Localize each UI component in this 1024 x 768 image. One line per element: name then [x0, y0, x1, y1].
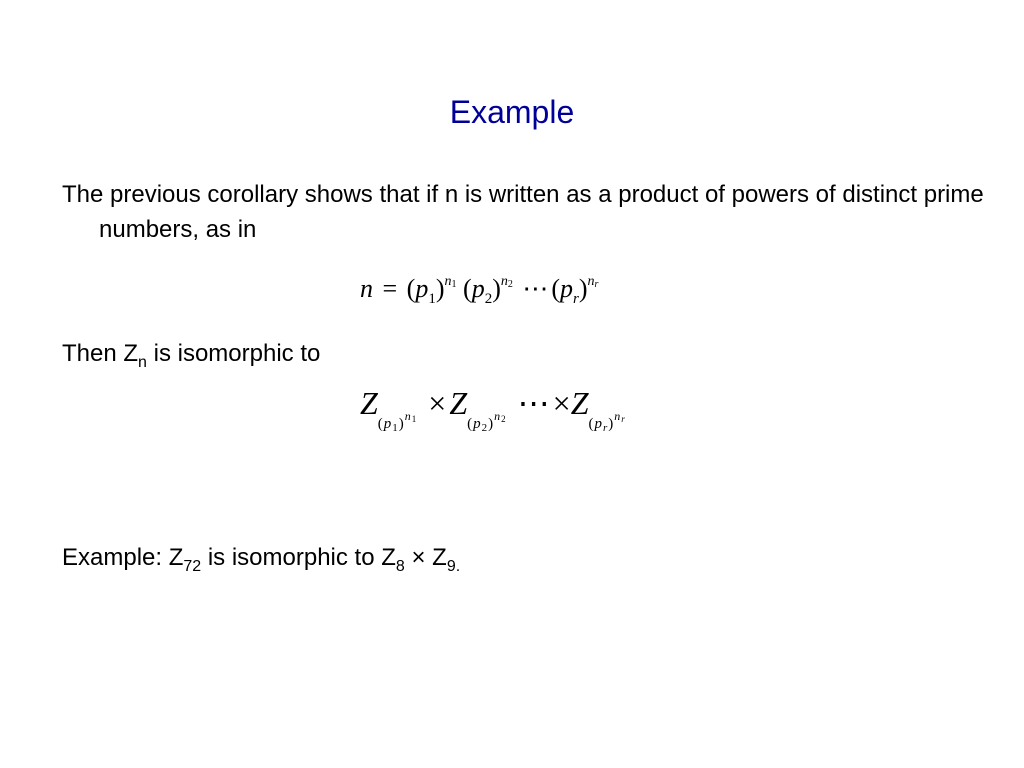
- eq1-exp-index: 2: [507, 279, 513, 290]
- eq2-times: ×: [428, 385, 447, 421]
- eq2-p: p: [473, 416, 482, 432]
- then-subscript: n: [138, 354, 147, 371]
- eq1-exp-n: n: [444, 274, 452, 289]
- eq2-exponent: [405, 409, 418, 423]
- eq2-paren-close: ): [488, 416, 495, 432]
- example-prefix: Example: Z: [62, 544, 184, 571]
- eq1-exp-n: n: [500, 274, 508, 289]
- eq2-exp-index: 2: [501, 414, 507, 424]
- then-paragraph: [62, 336, 962, 380]
- eq1-exp-n: n: [587, 274, 595, 289]
- eq1-dots: ⋯: [522, 274, 549, 303]
- eq1-lhs: n: [360, 274, 373, 303]
- example-subscript-8: 8: [395, 558, 405, 575]
- example-subscript-72: 72: [183, 558, 202, 575]
- eq2-p: p: [594, 416, 603, 432]
- eq2-exponent: [614, 409, 626, 423]
- eq1-index: 1: [428, 291, 436, 307]
- eq1-paren-open: (: [406, 274, 416, 303]
- eq2-z: Z: [570, 385, 589, 421]
- eq2-z: Z: [360, 385, 378, 421]
- eq1-paren-close: ): [492, 274, 501, 303]
- direct-product-equation: [360, 380, 626, 451]
- eq2-index: 1: [392, 422, 399, 434]
- eq2-exponent: [494, 409, 507, 423]
- eq1-exp-index: 1: [451, 279, 457, 290]
- eq2-times: ×: [552, 385, 571, 421]
- product-of-prime-powers-equation: [360, 262, 598, 319]
- example-subscript-9: 9.: [446, 558, 461, 575]
- eq2-z-subscript: [467, 409, 507, 434]
- example-z: Z: [432, 544, 447, 571]
- eq2-index: r: [602, 422, 609, 434]
- eq2-paren-close: ): [398, 416, 405, 432]
- then-suffix: is isomorphic to: [146, 340, 321, 367]
- eq1-paren-open: (: [551, 274, 561, 303]
- eq2-index: 2: [481, 422, 489, 434]
- eq2-p: p: [383, 416, 393, 432]
- eq2-exp-n: n: [404, 409, 412, 423]
- eq2-exp-n: n: [614, 409, 622, 423]
- eq1-p: p: [471, 274, 485, 303]
- eq2-z-subscript: [588, 409, 626, 434]
- eq1-p: p: [560, 274, 574, 303]
- then-prefix: Then Z: [62, 340, 139, 367]
- eq2-exp-index: r: [621, 414, 626, 424]
- eq1-index: r: [573, 291, 579, 307]
- eq2-exp-n: n: [494, 409, 502, 423]
- eq2-dots: ⋯: [517, 385, 550, 421]
- eq1-exponent: [445, 274, 457, 289]
- eq1-paren-close: ): [578, 274, 588, 303]
- eq2-exp-index: 1: [411, 414, 418, 424]
- eq1-equals: =: [382, 274, 398, 303]
- example-times: ×: [404, 544, 433, 571]
- eq1-p: p: [415, 274, 429, 303]
- slide-title: Example: [449, 94, 575, 130]
- eq1-exponent: [501, 274, 513, 289]
- example-line: [62, 540, 962, 584]
- eq1-paren-close: ): [435, 274, 445, 303]
- example-middle: is isomorphic to Z: [201, 544, 396, 571]
- eq1-paren-open: (: [463, 274, 472, 303]
- eq2-paren-open: (: [377, 416, 384, 432]
- eq1-exponent: [588, 274, 599, 289]
- eq2-paren-open: (: [467, 416, 474, 432]
- eq1-index: 2: [484, 291, 493, 307]
- eq1-exp-index: r: [594, 279, 599, 290]
- intro-paragraph: The previous corollary shows that if n is written as a product of powers of distinct prime numbers, as in: [62, 181, 984, 243]
- eq2-paren-close: ): [608, 416, 615, 432]
- eq2-z-subscript: [377, 409, 418, 434]
- eq2-z: Z: [449, 385, 468, 421]
- eq2-paren-open: (: [588, 416, 595, 432]
